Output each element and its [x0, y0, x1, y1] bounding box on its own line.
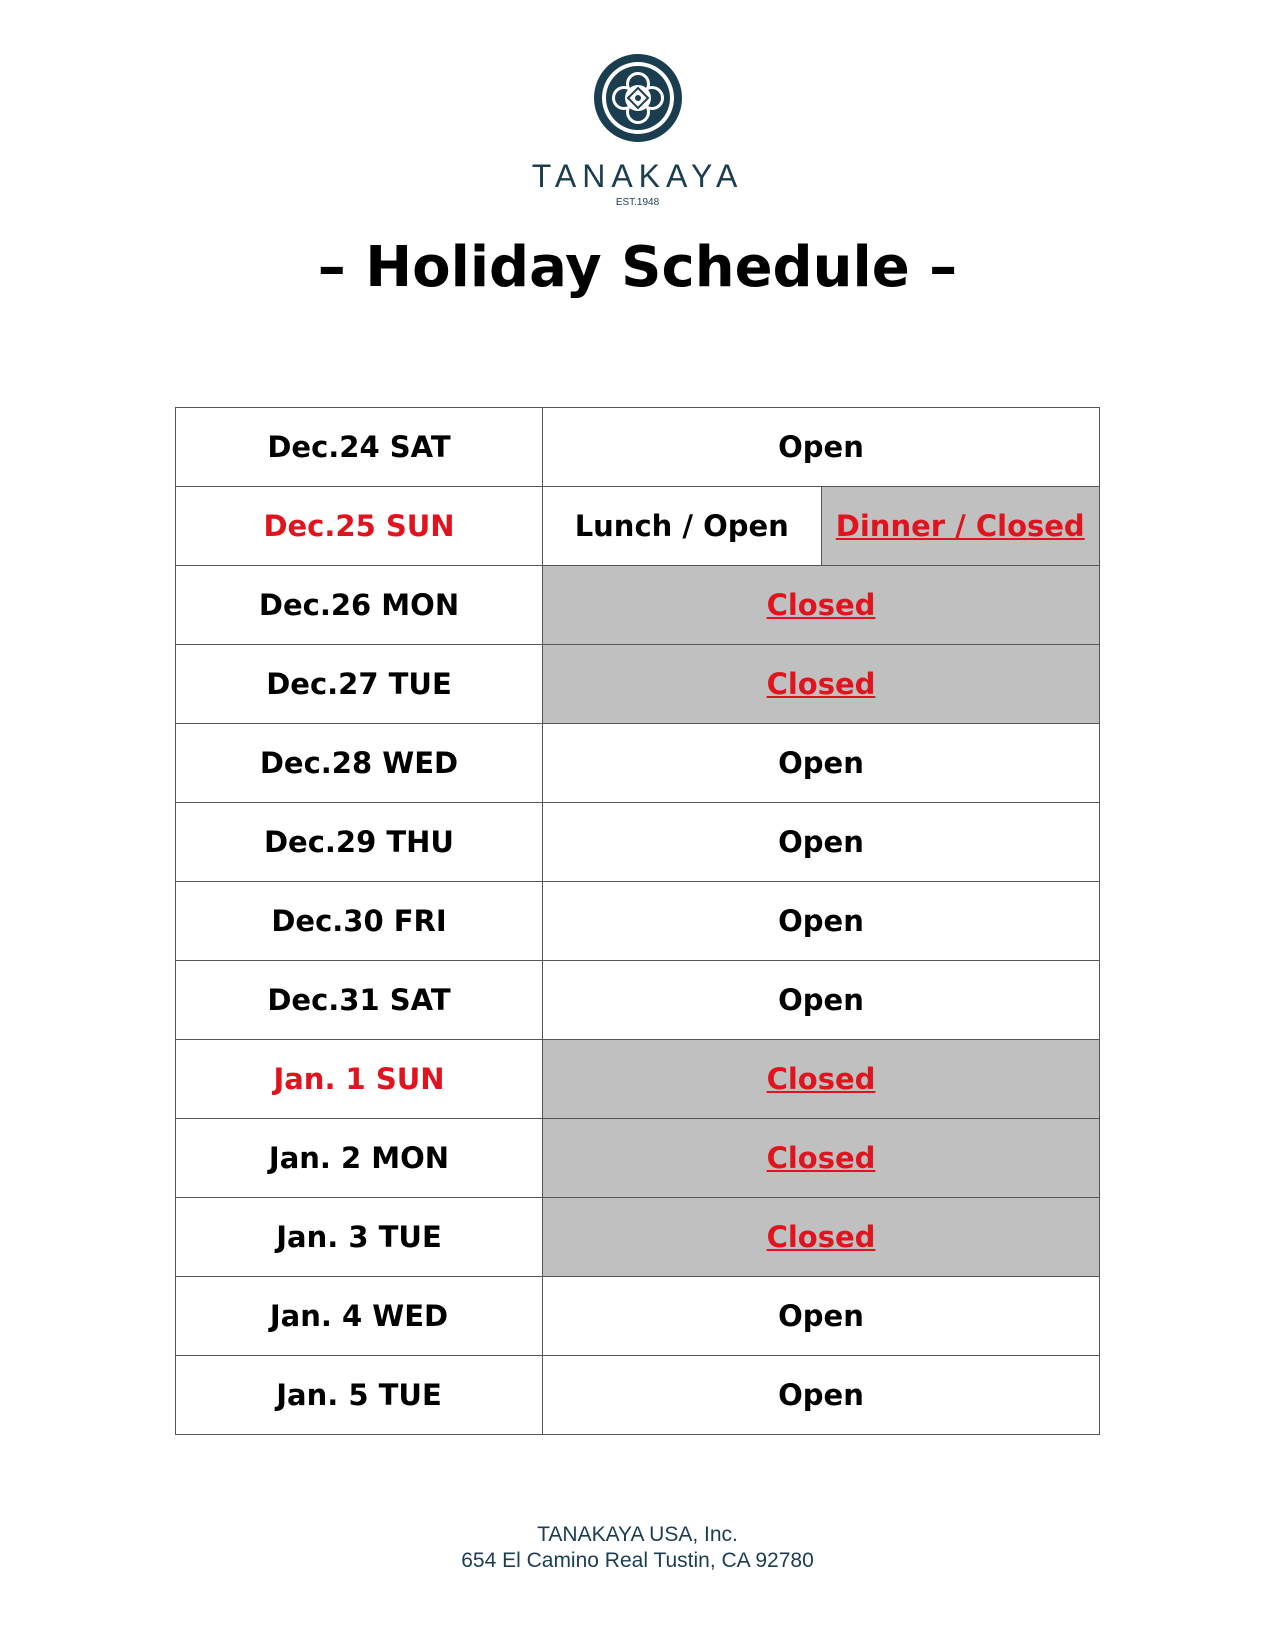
- date-cell: Dec.27 TUE: [176, 645, 543, 724]
- table-row: [176, 487, 1100, 566]
- table-row: [176, 1198, 1100, 1277]
- date-cell: Jan. 2 MON: [176, 1119, 543, 1198]
- status-closed: Closed: [766, 1062, 876, 1096]
- status-cell: [543, 1198, 1100, 1277]
- status-cell: [543, 408, 1100, 487]
- status-open: Lunch / Open: [574, 509, 789, 543]
- tanakaya-logo: [0, 52, 1275, 144]
- table-row: [176, 803, 1100, 882]
- date-cell: Dec.24 SAT: [176, 408, 543, 487]
- status-open: Open: [778, 983, 864, 1017]
- status-closed: Closed: [766, 1220, 876, 1254]
- lunch-status-cell: [543, 487, 822, 566]
- table-row: [176, 724, 1100, 803]
- status-cell: [543, 645, 1100, 724]
- table-row: [176, 566, 1100, 645]
- status-open: Open: [778, 1299, 864, 1333]
- date-cell: Dec.25 SUN: [176, 487, 543, 566]
- table-row: [176, 1277, 1100, 1356]
- date-cell: Dec.29 THU: [176, 803, 543, 882]
- table-row: [176, 1356, 1100, 1435]
- table-row: [176, 1040, 1100, 1119]
- status-cell: [543, 1277, 1100, 1356]
- status-cell: [543, 1119, 1100, 1198]
- table-row: [176, 408, 1100, 487]
- established-year: EST.1948: [615, 197, 660, 208]
- date-cell: Dec.26 MON: [176, 566, 543, 645]
- status-closed: Dinner / Closed: [835, 509, 1085, 543]
- status-cell: [543, 724, 1100, 803]
- table-row: [176, 1119, 1100, 1198]
- status-cell: [543, 1356, 1100, 1435]
- brand-name: TANAKAYA: [531, 158, 744, 194]
- status-closed: Closed: [766, 1141, 876, 1175]
- status-cell: [543, 566, 1100, 645]
- date-cell: Jan. 5 TUE: [176, 1356, 543, 1435]
- dinner-status-cell: [821, 487, 1100, 566]
- status-cell: [543, 961, 1100, 1040]
- status-cell: [543, 1040, 1100, 1119]
- status-open: Open: [778, 746, 864, 780]
- status-open: Open: [778, 825, 864, 859]
- status-open: Open: [778, 430, 864, 464]
- date-cell: Dec.30 FRI: [176, 882, 543, 961]
- footer-address: 654 El Camino Real Tustin, CA 92780: [461, 1549, 814, 1572]
- family-crest-icon: [592, 52, 684, 144]
- status-open: Open: [778, 904, 864, 938]
- footer-company: TANAKAYA USA, Inc.: [537, 1523, 738, 1546]
- status-closed: Closed: [766, 667, 876, 701]
- status-cell: [543, 882, 1100, 961]
- page-title: – Holiday Schedule –: [317, 235, 958, 300]
- date-cell: Dec.31 SAT: [176, 961, 543, 1040]
- date-cell: Jan. 1 SUN: [176, 1040, 543, 1119]
- status-closed: Closed: [766, 588, 876, 622]
- holiday-schedule-table: [175, 407, 1100, 1435]
- date-cell: Dec.28 WED: [176, 724, 543, 803]
- date-cell: Jan. 4 WED: [176, 1277, 543, 1356]
- table-row: [176, 961, 1100, 1040]
- table-row: [176, 882, 1100, 961]
- status-cell: [543, 803, 1100, 882]
- table-row: [176, 645, 1100, 724]
- status-open: Open: [778, 1378, 864, 1412]
- date-cell: Jan. 3 TUE: [176, 1198, 543, 1277]
